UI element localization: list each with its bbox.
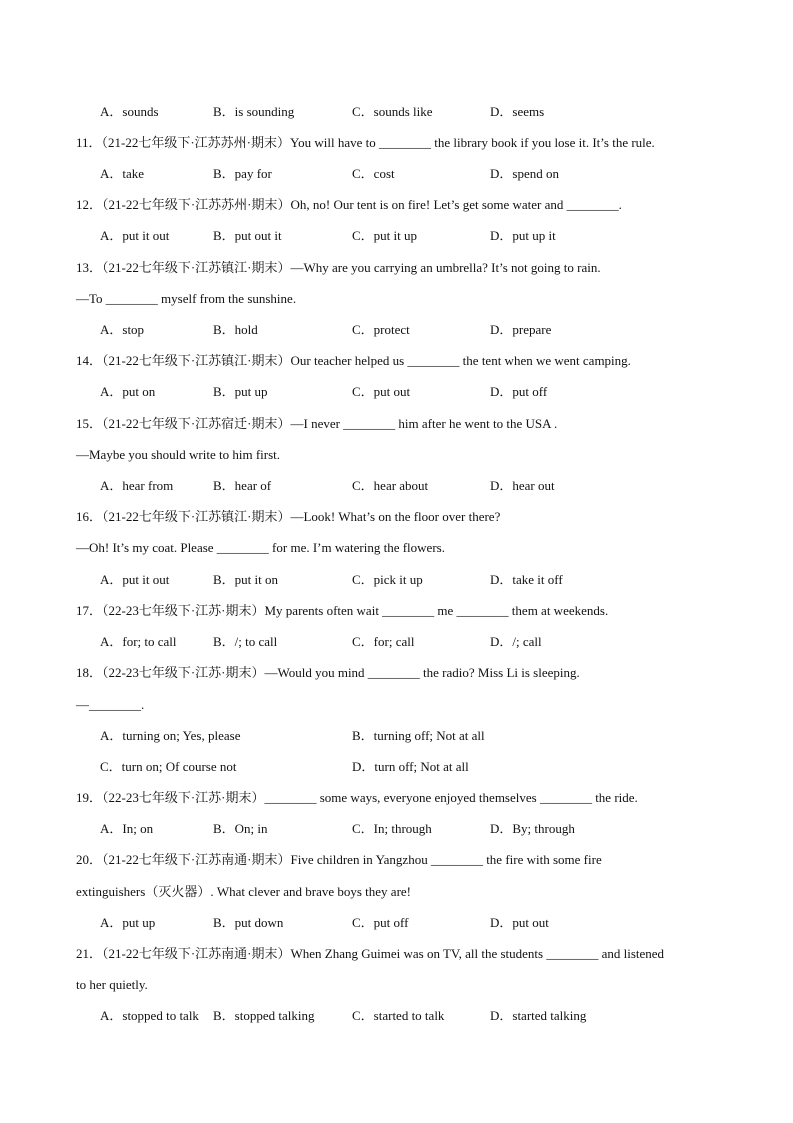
- option-b: B．put it on: [213, 572, 279, 587]
- question-12-stem: 12．（21-22七年级下·江苏苏州·期末）Oh, no! Our tent is on fire! Let’s get some water and ________.: [76, 197, 622, 212]
- option-d: D．By; through: [490, 821, 575, 836]
- option-d: D．put up it: [490, 228, 556, 243]
- option-d: D．put out: [490, 915, 549, 930]
- question-20-stem: 20．（21-22七年级下·江苏南通·期末）Five children in Yangzhou ________ the fire with some fire: [76, 852, 602, 867]
- option-a: A．for; to call: [100, 634, 177, 649]
- question-14-stem: 14．（21-22七年级下·江苏镇江·期末）Our teacher helped us ________ the tent when we went camping.: [76, 353, 631, 368]
- option-a: A．stop: [100, 322, 145, 337]
- question-21-stem: 21．（21-22七年级下·江苏南通·期末）When Zhang Guimei was on TV, all the students ________ and listened: [76, 946, 665, 961]
- question-11-stem: 11．（21-22七年级下·江苏苏州·期末）You will have to ________ the library book if you lose it. It’s the rule.: [76, 135, 655, 150]
- option-a: A．In; on: [100, 821, 154, 836]
- option-d: D．/; call: [490, 634, 542, 649]
- option-c: C．hear about: [352, 478, 429, 493]
- option-c: C．put it up: [352, 228, 418, 243]
- option-a: A．turning on; Yes, please: [100, 728, 241, 743]
- option-b: B．/; to call: [213, 634, 278, 649]
- option-d: D．take it off: [490, 572, 563, 587]
- option-a: A．put up: [100, 915, 156, 930]
- question-15-continuation: —Maybe you should write to him first.: [76, 447, 281, 462]
- option-b: B．is sounding: [213, 104, 295, 119]
- option-c: C．sounds like: [352, 104, 433, 119]
- question-18-stem: 18．（22-23七年级下·江苏·期末）—Would you mind ________ the radio? Miss Li is sleeping.: [76, 665, 580, 680]
- question-15-stem: 15．（21-22七年级下·江苏宿迁·期末）—I never ________ him after he went to the USA .: [76, 416, 558, 431]
- question-13-continuation: —To ________ myself from the sunshine.: [76, 291, 297, 306]
- option-c: C．protect: [352, 322, 410, 337]
- option-d: D．started talking: [490, 1008, 587, 1023]
- option-d: D．put off: [490, 384, 548, 399]
- option-c: C．cost: [352, 166, 395, 181]
- option-c: C．turn on; Of course not: [100, 759, 237, 774]
- option-a: A．sounds: [100, 104, 159, 119]
- option-a: A．put on: [100, 384, 156, 399]
- option-a: A．put it out: [100, 228, 170, 243]
- option-b: B．pay for: [213, 166, 272, 181]
- option-a: A．take: [100, 166, 145, 181]
- question-16-stem: 16．（21-22七年级下·江苏镇江·期末）—Look! What’s on the floor over there?: [76, 509, 501, 524]
- option-b: B．turning off; Not at all: [352, 728, 485, 743]
- question-17-stem: 17．（22-23七年级下·江苏·期末）My parents often wait ________ me ________ them at weekends.: [76, 603, 609, 618]
- option-c: C．put out: [352, 384, 411, 399]
- question-21-continuation: to her quietly.: [76, 977, 148, 992]
- option-b: B．hear of: [213, 478, 272, 493]
- option-c: C．pick it up: [352, 572, 423, 587]
- option-c: C．In; through: [352, 821, 432, 836]
- option-c: C．for; call: [352, 634, 415, 649]
- question-20-continuation: extinguishers（灭火器）. What clever and brave boys they are!: [76, 884, 412, 899]
- option-d: D．seems: [490, 104, 545, 119]
- option-b: B．put down: [213, 915, 284, 930]
- option-d: D．spend on: [490, 166, 559, 181]
- option-d: D．prepare: [490, 322, 552, 337]
- option-c: C．started to talk: [352, 1008, 445, 1023]
- question-16-continuation: —Oh! It’s my coat. Please ________ for me. I’m watering the flowers.: [76, 540, 445, 555]
- question-19-stem: 19．（22-23七年级下·江苏·期末）________ some ways, everyone enjoyed themselves ________ the ride.: [76, 790, 638, 805]
- question-13-stem: 13．（21-22七年级下·江苏镇江·期末）—Why are you carrying an umbrella? It’s not going to rain.: [76, 260, 601, 275]
- option-a: A．hear from: [100, 478, 174, 493]
- option-b: B．hold: [213, 322, 258, 337]
- option-a: A．put it out: [100, 572, 170, 587]
- option-a: A．stopped to talk: [100, 1008, 199, 1023]
- option-d: D．hear out: [490, 478, 555, 493]
- option-c: C．put off: [352, 915, 409, 930]
- option-b: B．put up: [213, 384, 268, 399]
- question-18-continuation: —________.: [76, 697, 145, 712]
- option-b: B．On; in: [213, 821, 268, 836]
- option-b: B．put out it: [213, 228, 282, 243]
- option-b: B．stopped talking: [213, 1008, 315, 1023]
- option-d: D．turn off; Not at all: [352, 759, 469, 774]
